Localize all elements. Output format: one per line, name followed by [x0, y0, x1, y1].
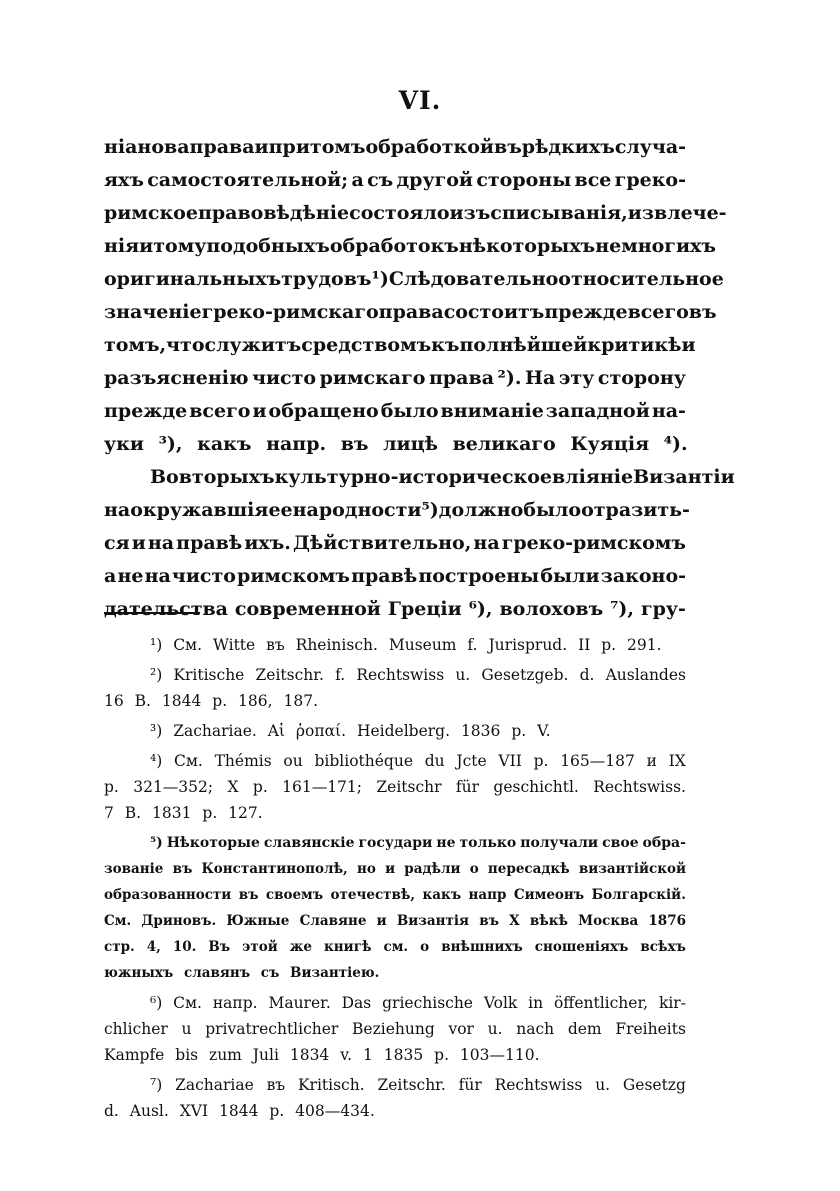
footnote-line: зованіе въ Константинополѣ, но и радѣли о пересадкѣ византійской: [104, 861, 686, 877]
footnote-line: южныхъ славянъ съ Византіею.: [104, 965, 380, 981]
body-line: яхъ самостоятельной; а съ другой стороны все греко-: [104, 168, 686, 191]
body-line: разъясненію чисто римскаго права ²). На эту сторону: [104, 366, 686, 389]
footnote-4: [104, 748, 686, 826]
main-text: [104, 130, 735, 625]
body-line: уки ³), какъ напр. въ лицѣ великаго Куяція ⁴).: [104, 432, 688, 455]
footnote-line: Kampfe bis zum Juli 1834 v. 1 1835 p. 103—110.: [104, 1046, 540, 1064]
body-line: томъ, что служитъ средствомъ къ полнѣйшей критикѣ и: [104, 333, 696, 356]
footnote-line: ³) Zachariae. Αἱ ῥοπαί. Heidelberg. 1836 p. V.: [150, 722, 551, 740]
footnote-1: [104, 632, 686, 658]
footnote-line: ¹) См. Witte въ Rheinisch. Museum f. Jurisprud. II p. 291.: [150, 636, 662, 654]
footnote-line: p. 321—352; X p. 161—171; Zeitschr für geschichtl. Rechtswiss.: [104, 778, 686, 796]
footnote-line: chlicher u privatrechtlicher Beziehung vor u. nach dem Freiheits: [104, 1020, 686, 1038]
body-line: на окружавшія ее народности ⁵) должно было отразить-: [104, 498, 690, 521]
footnote-line: 16 B. 1844 p. 186, 187.: [104, 692, 318, 710]
footnote-line: ⁵) Нѣкоторые славянскіе государи не только получали свое обра-: [150, 835, 686, 851]
footnote-line: d. Ausl. XVI 1844 p. 408—434.: [104, 1102, 375, 1120]
footnotes: [104, 632, 686, 1128]
footnote-6: [104, 990, 686, 1068]
body-line: прежде всего и обращено было вниманіе западной на-: [104, 399, 686, 422]
body-line: а не на чисто римскомъ правѣ построены были законо-: [104, 564, 686, 587]
body-line: римское правовѣдѣніе состояло изъ списыванія, извлече-: [104, 201, 727, 224]
footnote-line: ⁴) См. Thémis ou bibliothéque du Jcte VII p. 165—187 и IX: [150, 752, 686, 770]
footnote-line: образованности въ своемъ отечествѣ, какъ напр Симеонъ Болгарскій.: [104, 887, 686, 903]
body-line: Во вторыхъ культурно-историческое вліяніе Византіи: [150, 465, 735, 488]
footnote-line: См. Дриновъ. Южные Славяне и Византія въ X вѣкѣ Москва 1876: [104, 913, 686, 929]
body-line: значеніе греко-римскаго права состоитъ прежде всего въ: [104, 300, 717, 323]
footnote-3: [104, 718, 686, 744]
body-line: ся и на правѣ ихъ. Дѣйствительно, на греко-римскомъ: [104, 531, 686, 554]
footnote-line: стр. 4, 10. Въ этой же книгѣ см. о внѣшнихъ сношеніяхъ всѣхъ: [104, 939, 686, 955]
footnote-7: [104, 1072, 686, 1124]
body-line: оригинальныхъ трудовъ ¹) Слѣдовательно относительное: [104, 267, 724, 290]
page-number: VI.: [398, 86, 442, 115]
footnote-line: ²) Kritische Zeitschr. f. Rechtswiss u. Gesetzgeb. d. Auslandes: [150, 666, 686, 684]
footnote-2: [104, 662, 686, 714]
footnote-line: ⁶) См. напр. Maurer. Das griechische Volk in öffentlicher, kir-: [150, 994, 686, 1012]
footnote-5: [104, 830, 686, 986]
body-line: дательства современной Греціи ⁶), волоховъ ⁷), гру-: [104, 597, 686, 620]
footnote-line: 7 B. 1831 p. 127.: [104, 804, 263, 822]
body-line: нія и тому подобныхъ обработокъ нѣкоторыхъ немногихъ: [104, 234, 716, 257]
body-line: ніанова права и притомъ обработкой въ рѣдкихъ случа-: [104, 135, 687, 158]
footnote-divider: [104, 612, 200, 614]
footnote-line: ⁷) Zachariae въ Kritisch. Zeitschr. für Rechtswiss u. Gesetzg: [150, 1076, 686, 1094]
